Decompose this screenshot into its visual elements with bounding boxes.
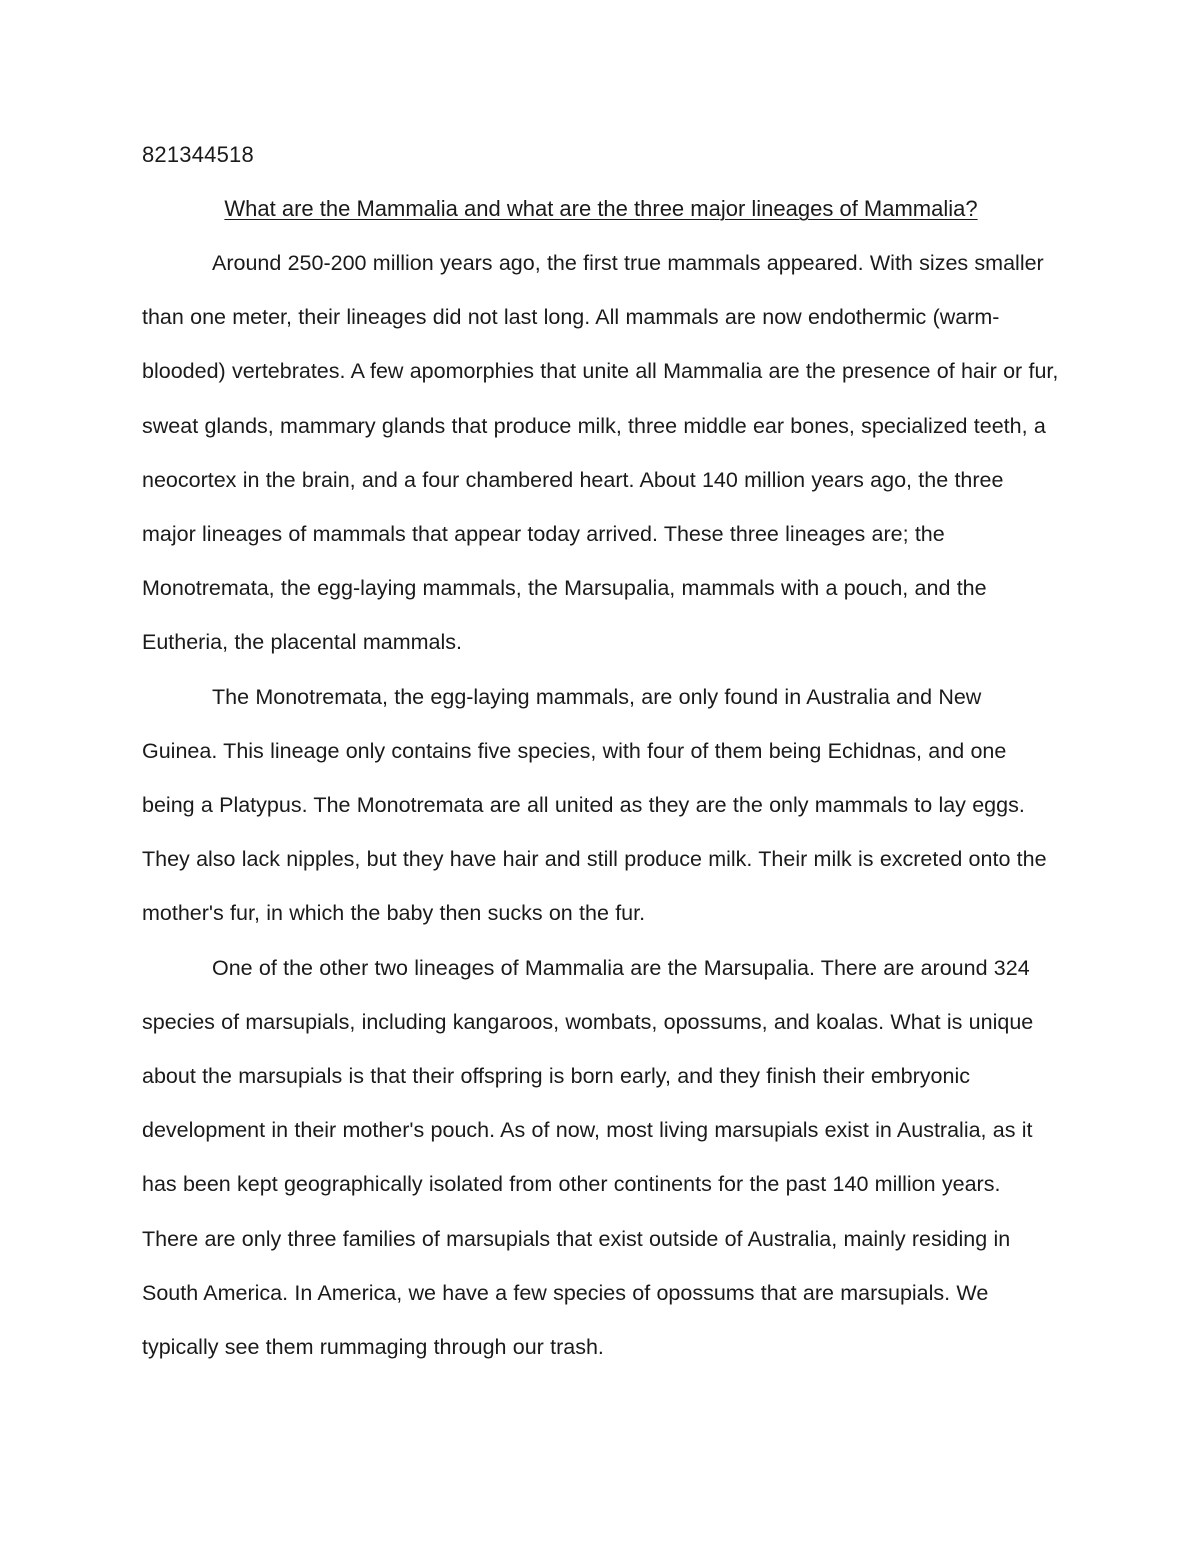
paragraph-intro: Around 250-200 million years ago, the first true mammals appeared. With sizes smaller than one meter, their lineages did not last long. All mammals are now endothermic (warm-blooded) vertebrates. A few apomorphies that unite all Mammalia are the presence of hair or fur, sweat glands, mammary glands that produce milk, three middle ear bones, specialized teeth, a neocortex in the brain, and a four chambered heart. About 140 million years ago, the three major lineages of mammals that appear today arrived. These three lineages are; the Monotremata, the egg-laying mammals, the Marsupalia, mammals with a pouch, and the Eutheria, the placental mammals. — [142, 251, 1059, 655]
paragraph-monotremata: The Monotremata, the egg-laying mammals, are only found in Australia and New Guinea. This lineage only contains five species, with four of them being Echidnas, and one being a Platypus. The Monotremata are all united as they are the only mammals to lay eggs. They also lack nipples, but they have hair and still produce milk. Their milk is excreted onto the mother's fur, in which the baby then sucks on the fur. — [142, 684, 1047, 926]
document-body — [142, 128, 1060, 1374]
paragraph-marsupalia: One of the other two lineages of Mammalia are the Marsupalia. There are around 324 species of marsupials, including kangaroos, wombats, opossums, and koalas. What is unique about the marsupials is that their offspring is born early, and they finish their embryonic development in their mother's pouch. As of now, most living marsupials exist in Australia, as it has been kept geographically isolated from other continents for the past 140 million years. There are only three families of marsupials that exist outside of Australia, mainly residing in South America. In America, we have a few species of opossums that are marsupials. We typically see them rummaging through our trash. — [142, 955, 1034, 1360]
essay-title: What are the Mammalia and what are the three major lineages of Mammalia? — [224, 196, 978, 221]
student-id: 821344518 — [142, 142, 254, 167]
